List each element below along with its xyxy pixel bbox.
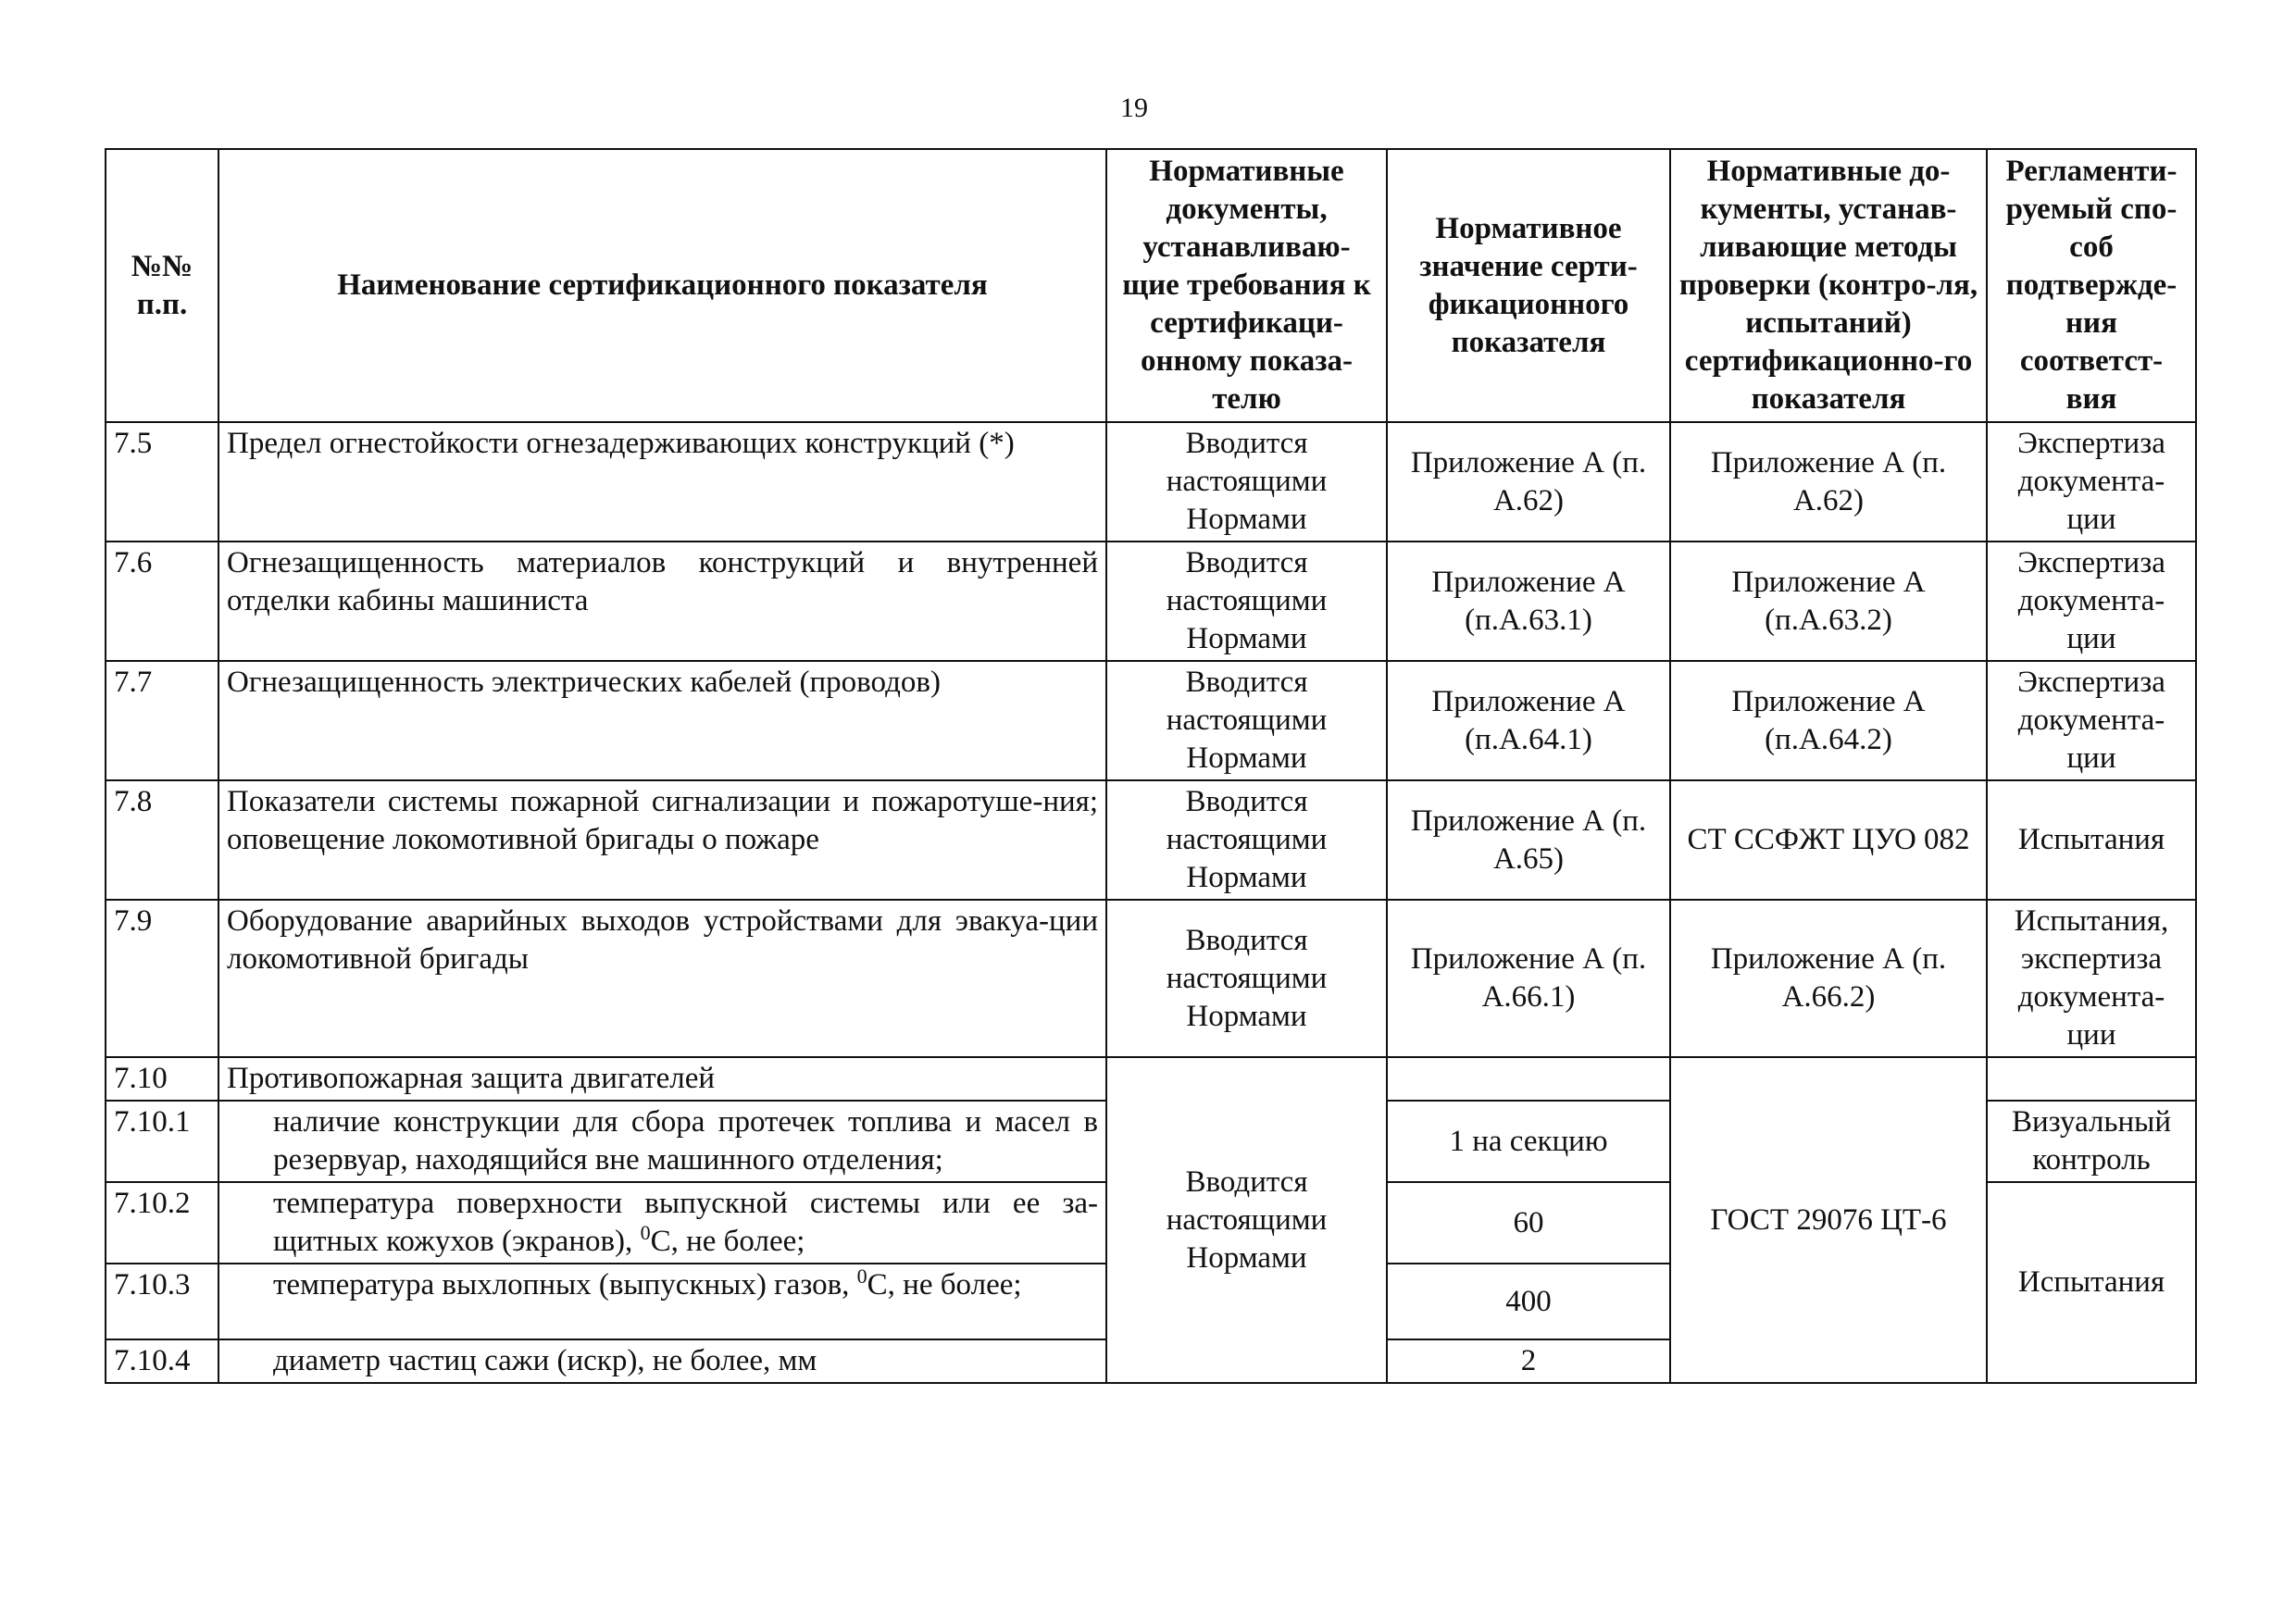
table-row (106, 900, 2196, 1057)
row-num: 7.6 (106, 542, 218, 661)
sub-confirm: Визуальный контроль (1987, 1101, 2196, 1182)
header-norm-docs: Нормативные документы, устанавливаю-щие требования к сертификаци-онному показа-телю (1106, 149, 1387, 422)
row-value: Приложение А (п. А.65) (1387, 780, 1670, 900)
sub-value: 2 (1387, 1339, 1670, 1383)
row-confirm: Испытания, экспертиза документа-ции (1987, 900, 2196, 1057)
row-docs: Вводится настоящими Нормами (1106, 422, 1387, 542)
row-name: Оборудование аварийных выходов устройствами для эвакуа-ции локомотивной бригады (218, 900, 1106, 1057)
group-name: Противопожарная защита двигателей (218, 1057, 1106, 1101)
row-method: Приложение А (п.А.63.2) (1670, 542, 1987, 661)
page-number: 19 (1120, 93, 1148, 123)
row-name: Огнезащищенность материалов конструкций и внутренней отделки кабины машиниста (218, 542, 1106, 661)
sub-confirm: Испытания (1987, 1182, 2196, 1383)
row-method: Приложение А (п.А.64.2) (1670, 661, 1987, 780)
sub-name (218, 1264, 1106, 1339)
group-row (106, 1057, 2196, 1101)
row-docs: Вводится настоящими Нормами (1106, 780, 1387, 900)
header-row (106, 149, 2196, 422)
sub-name-unit: С, не более; (867, 1268, 1022, 1301)
row-value: Приложение А (п.А.64.1) (1387, 661, 1670, 780)
row-value: Приложение А (п. А.62) (1387, 422, 1670, 542)
sub-name: диаметр частиц сажи (искр), не более, мм (218, 1339, 1106, 1383)
row-docs: Вводится настоящими Нормами (1106, 900, 1387, 1057)
header-num: №№ п.п. (106, 149, 218, 422)
sub-num: 7.10.1 (106, 1101, 218, 1182)
sub-num: 7.10.2 (106, 1182, 218, 1264)
table-row (106, 542, 2196, 661)
row-method: Приложение А (п. А.66.2) (1670, 900, 1987, 1057)
header-confirm: Регламенти-руемый спо-соб подтвержде-ния соответст-вия (1987, 149, 2196, 422)
header-method-docs: Нормативные до-кументы, устанав-ливающие методы проверки (контро-ля, испытаний) сертификационно-го показателя (1670, 149, 1987, 422)
sub-name (218, 1182, 1106, 1264)
table-row (106, 780, 2196, 900)
group-docs: Вводится настоящими Нормами (1106, 1057, 1387, 1383)
row-name: Показатели системы пожарной сигнализации и пожаротуше-ния; оповещение локомотивной бригады о пожаре (218, 780, 1106, 900)
table-row (106, 661, 2196, 780)
row-num: 7.5 (106, 422, 218, 542)
group-method: ГОСТ 29076 ЦТ-6 (1670, 1057, 1987, 1383)
sub-name-text: температура выхлопных (выпускных) газов, (273, 1268, 857, 1301)
row-confirm: Экспертиза документа-ции (1987, 422, 2196, 542)
row-method: СТ ССФЖТ ЦУО 082 (1670, 780, 1987, 900)
row-docs: Вводится настоящими Нормами (1106, 542, 1387, 661)
row-num: 7.9 (106, 900, 218, 1057)
group-value-empty (1387, 1057, 1670, 1101)
row-docs: Вводится настоящими Нормами (1106, 661, 1387, 780)
header-norm-value: Нормативное значение серти-фикационного показателя (1387, 149, 1670, 422)
row-num: 7.7 (106, 661, 218, 780)
sub-name-unit: С, не более; (650, 1225, 805, 1258)
sub-num: 7.10.3 (106, 1264, 218, 1339)
row-confirm: Экспертиза документа-ции (1987, 661, 2196, 780)
row-name: Огнезащищенность электрических кабелей (проводов) (218, 661, 1106, 780)
row-confirm: Экспертиза документа-ции (1987, 542, 2196, 661)
group-num: 7.10 (106, 1057, 218, 1101)
sub-value: 400 (1387, 1264, 1670, 1339)
sub-name-text: температура поверхности выпускной системы или ее за-щитных кожухов (экранов), (273, 1187, 1098, 1258)
row-method: Приложение А (п. А.62) (1670, 422, 1987, 542)
sub-num: 7.10.4 (106, 1339, 218, 1383)
row-confirm: Испытания (1987, 780, 2196, 900)
degree-sup: 0 (856, 1264, 867, 1288)
degree-sup: 0 (640, 1221, 651, 1244)
sub-name: наличие конструкции для сбора протечек топлива и масел в резервуар, находящийся вне машинного отделения; (218, 1101, 1106, 1182)
row-value: Приложение А (п.А.63.1) (1387, 542, 1670, 661)
header-name: Наименование сертификационного показателя (218, 149, 1106, 422)
row-name: Предел огнестойкости огнезадерживающих конструкций (*) (218, 422, 1106, 542)
row-num: 7.8 (106, 780, 218, 900)
table-row (106, 422, 2196, 542)
group-confirm-empty (1987, 1057, 2196, 1101)
sub-value: 60 (1387, 1182, 1670, 1264)
sub-value: 1 на секцию (1387, 1101, 1670, 1182)
row-value: Приложение А (п. А.66.1) (1387, 900, 1670, 1057)
certification-table (105, 148, 2197, 1384)
